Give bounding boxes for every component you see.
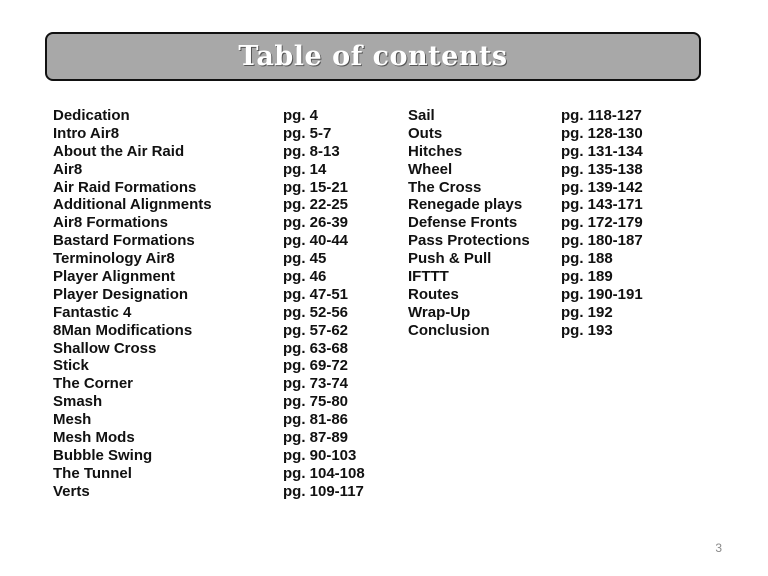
toc-entry-title: Bubble Swing [53,446,153,464]
toc-entry-title: Wheel [408,160,453,178]
toc-entry-page: pg. 172-179 [561,214,643,232]
toc-entry-page: pg. 188 [561,250,613,268]
toc-entry-page: pg. 190-191 [561,285,643,303]
toc-entry-page: pg. 73-74 [283,375,349,393]
toc-entry-title: Additional Alignments [53,196,212,214]
toc-entry-page: pg. 81-86 [283,411,349,429]
toc-entry-title: Hitches [408,142,463,160]
toc-entry-title: Intro Air8 [53,124,120,142]
toc-entry-page: pg. 14 [283,160,327,178]
toc-entry-title: Wrap-Up [408,303,471,321]
toc-entry-title: Stick [53,357,89,375]
toc-entry-title: Terminology Air8 [53,250,175,268]
toc-entry-page: pg. 8-13 [283,142,340,160]
toc-entry-page: pg. 26-39 [283,214,349,232]
toc-entry-title: Conclusion [408,321,490,339]
toc-entry-page: pg. 118-127 [561,107,642,124]
toc-entry-title: Fantastic 4 [53,303,132,321]
toc-entry-title: Push & Pull [408,250,492,268]
toc-entry-title: Mesh Mods [53,429,135,447]
toc-entry-page: pg. 104-108 [283,464,365,482]
toc-entry-title: Outs [408,124,443,142]
toc-entry-page: pg. 15-21 [283,178,349,196]
page-title: Table of contents [238,41,508,72]
toc-entry-title: Pass Protections [408,232,530,250]
toc-entry-title: Verts [53,482,90,500]
toc-entry-page: pg. 63-68 [283,339,349,357]
toc-entry-page: pg. 90-103 [283,446,357,464]
toc-entry-title: Sail [408,107,435,124]
toc-entry-title: Smash [53,393,103,411]
toc-entry-title: Air8 [53,160,83,178]
toc-entry-page: pg. 69-72 [283,357,349,375]
toc-entry-page: pg. 109-117 [283,482,364,500]
toc-entry-page: pg. 192 [561,303,613,321]
toc-entry-title: 8Man Modifications [53,321,193,339]
slide-number: 3 [715,541,722,555]
toc-entry-page: pg. 135-138 [561,160,643,178]
toc-entry-title: IFTTT [408,268,449,286]
toc-entry-title: Routes [408,285,459,303]
toc-entry-page: pg. 52-56 [283,303,349,321]
toc-entry-page: pg. 22-25 [283,196,349,214]
toc-entry-page: pg. 75-80 [283,393,349,411]
toc-entry-page: pg. 139-142 [561,178,643,196]
toc-entry-title: Dedication [53,107,130,124]
title-banner [45,32,701,81]
toc-entry-page: pg. 57-62 [283,321,349,339]
toc-entry-page: pg. 46 [283,268,327,286]
toc-entry-title: The Cross [408,178,482,196]
toc-entry-title: Mesh [53,411,92,429]
toc-entry-page: pg. 131-134 [561,142,643,160]
toc-entry-page: pg. 189 [561,268,613,286]
toc-entry-page: pg. 193 [561,321,613,339]
toc-entry-title: The Tunnel [53,464,132,482]
toc-entry-page: pg. 87-89 [283,429,349,447]
toc-entry-page: pg. 143-171 [561,196,643,214]
toc-entry-title: Air8 Formations [53,214,169,232]
toc-entry-title: The Corner [53,375,134,393]
toc-entry-title: Shallow Cross [53,339,157,357]
toc-entry-title: Bastard Formations [53,232,195,250]
toc-entry-title: Player Designation [53,285,189,303]
toc-entry-title: Player Alignment [53,268,175,286]
toc-entry-page: pg. 128-130 [561,124,643,142]
toc-entry-page: pg. 5-7 [283,124,332,142]
toc-entry-page: pg. 47-51 [283,285,349,303]
toc-entry-title: Air Raid Formations [53,178,197,196]
toc-entry-title: About the Air Raid [53,142,185,160]
toc-entry-page: pg. 40-44 [283,232,349,250]
toc-entry-title: Defense Fronts [408,214,518,232]
toc-entry-page: pg. 4 [283,107,319,124]
toc-entry-page: pg. 180-187 [561,232,643,250]
toc-entry-title: Renegade plays [408,196,523,214]
toc-entry-page: pg. 45 [283,250,327,268]
